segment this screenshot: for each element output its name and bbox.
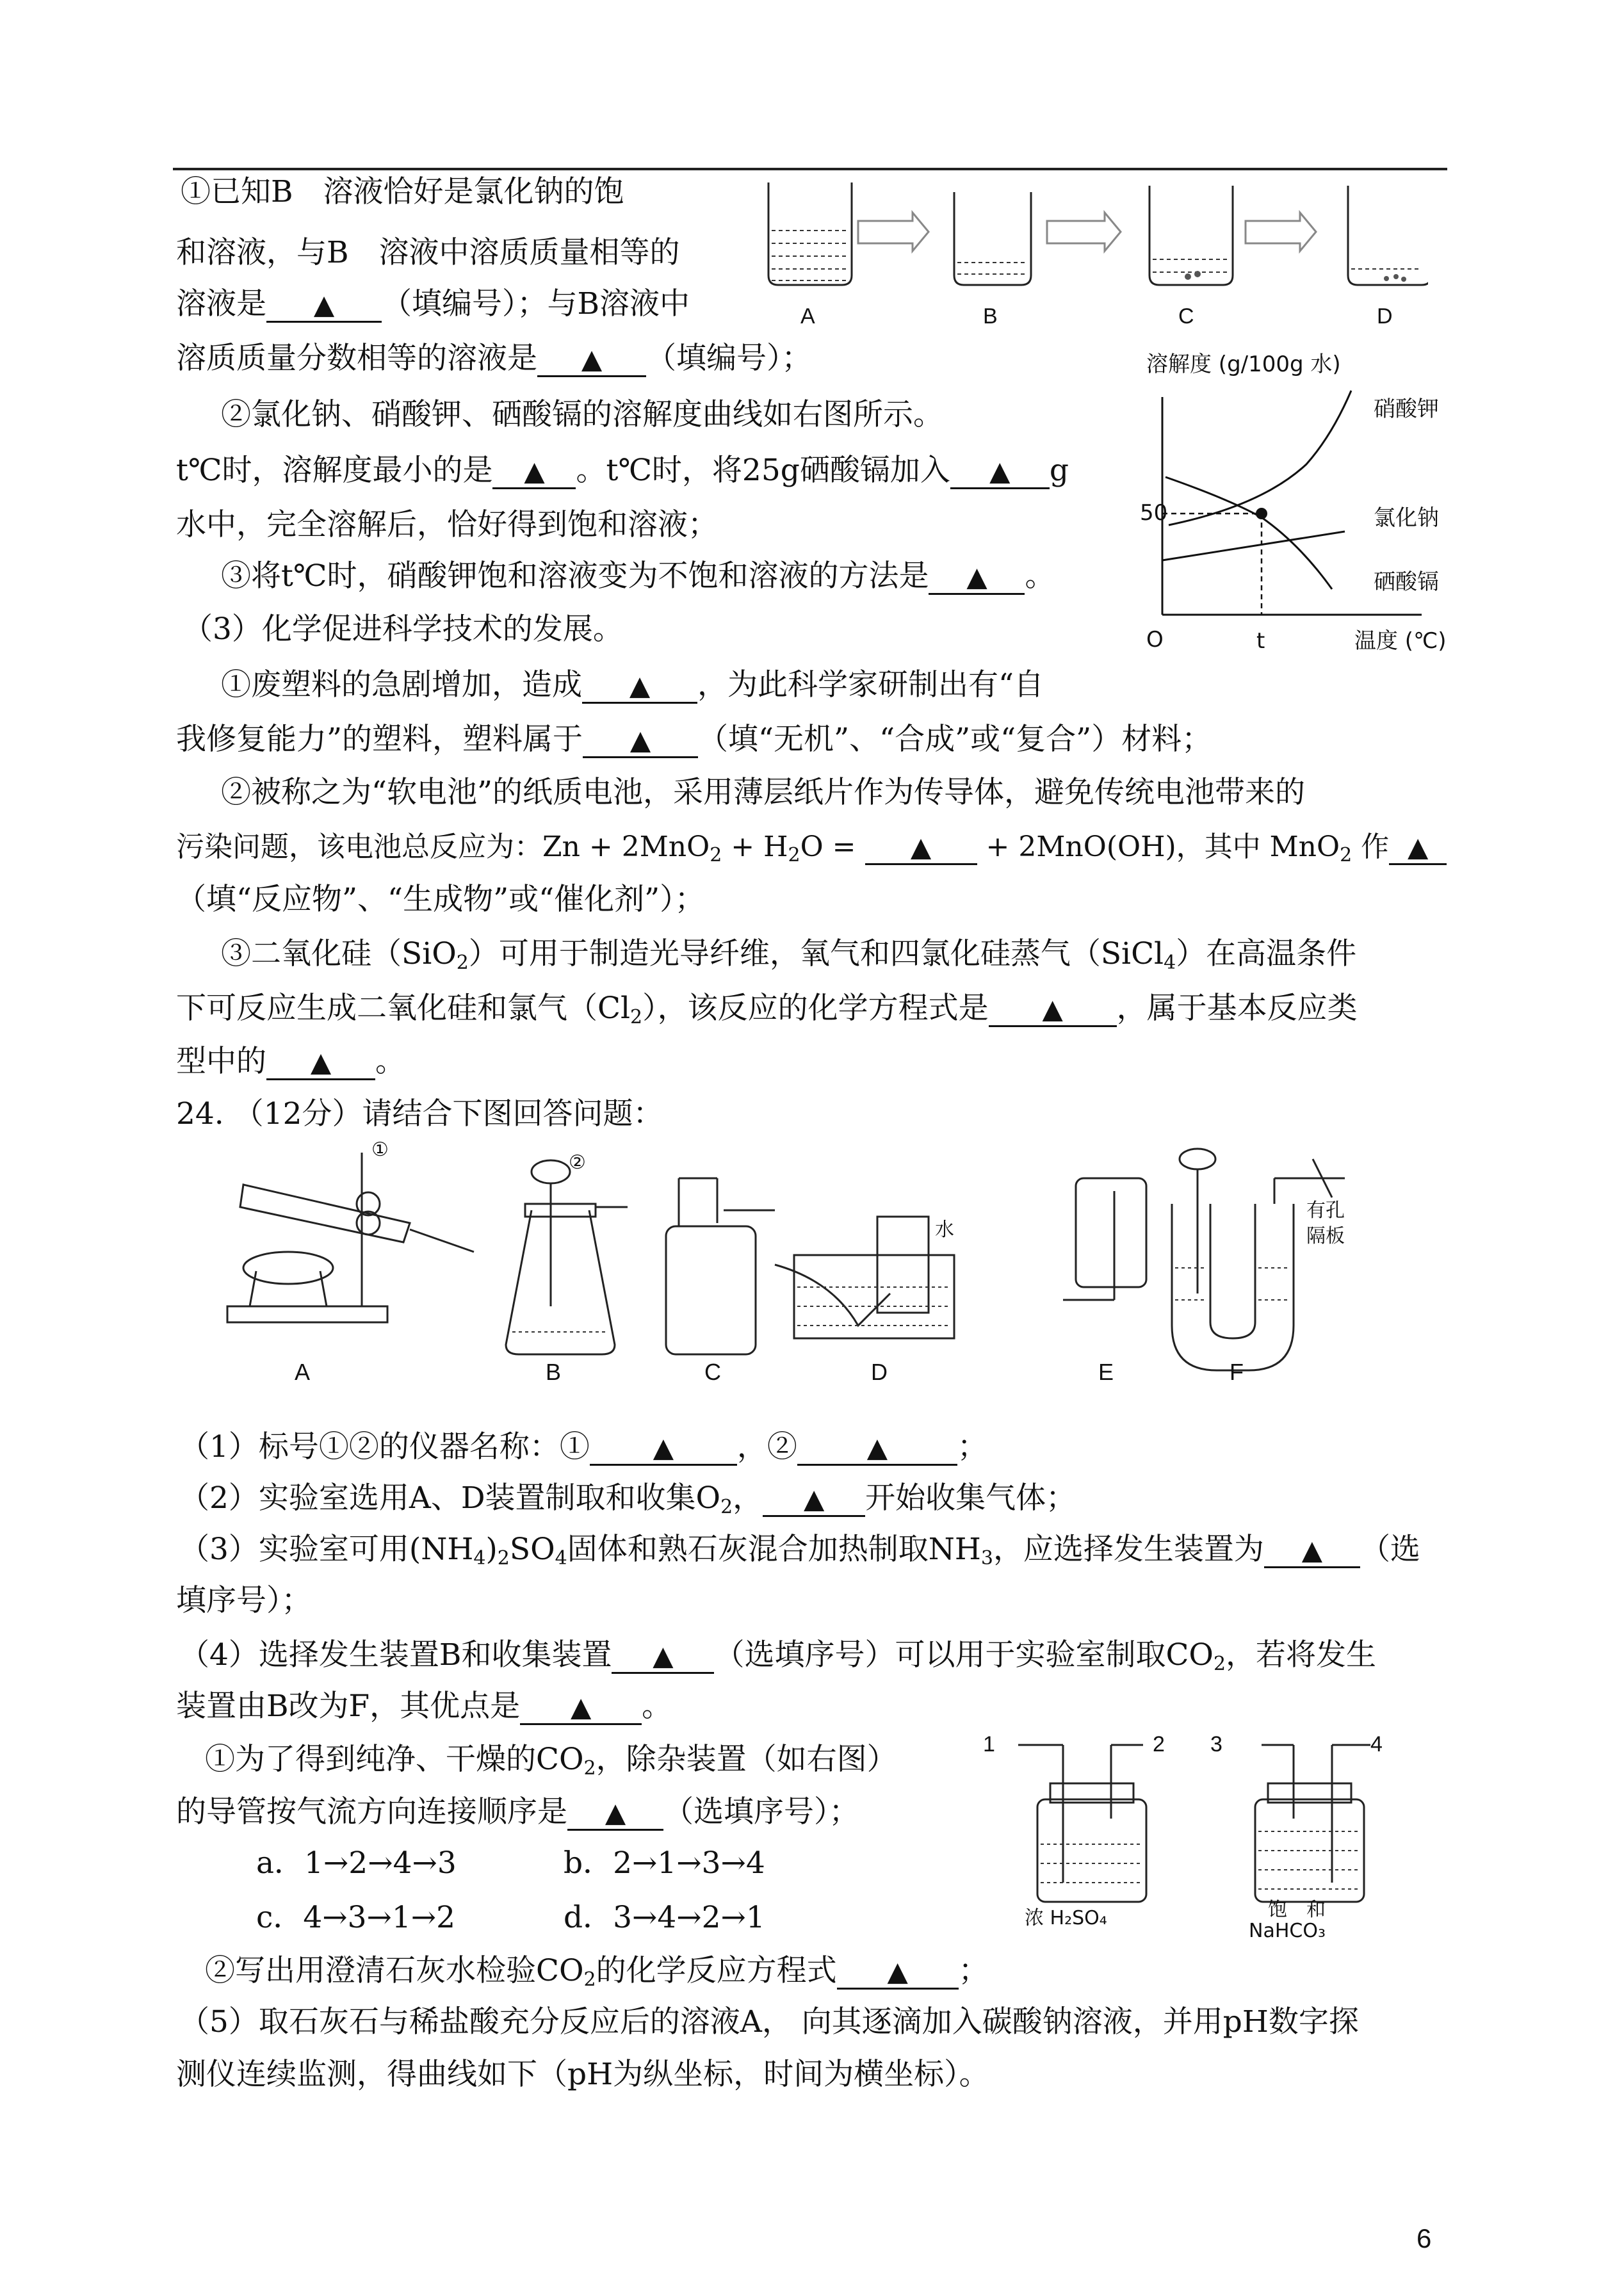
answer-blank[interactable]: ▲ bbox=[582, 669, 697, 704]
text-line: ①为了得到纯净、干燥的$CO_2$，除杂装置（如右图） bbox=[205, 1742, 897, 1780]
x-tick-label: t bbox=[1256, 628, 1265, 654]
option-d[interactable]: d．3→4→2→1 bbox=[564, 1900, 765, 1935]
beaker-label: A bbox=[800, 304, 815, 328]
water-label: 水 bbox=[935, 1219, 954, 1241]
series-nacl-line bbox=[1162, 531, 1345, 560]
text-line: （4）选择发生装置B和收集装置 ▲ （选填序号）可以用于实验室制取$CO_2$，若将发生 bbox=[179, 1637, 1377, 1675]
answer-blank[interactable]: ▲ bbox=[266, 288, 382, 323]
answer-blank[interactable]: ▲ bbox=[989, 993, 1117, 1027]
answer-blank[interactable]: ▲ bbox=[537, 343, 646, 377]
series-label: 硒酸镉 bbox=[1374, 569, 1439, 595]
origin-label: O bbox=[1146, 627, 1164, 653]
text-line: 下可反应生成二氧化硅和氯气$(Cl_2)$，该反应的化学方程式是 ▲ ，属于基本反应类 bbox=[176, 991, 1358, 1028]
text-line: （3）实验室可用$(NH_4)_2SO_4$固体和熟石灰混合加热制取$NH_3$，应选择发生装置为 ▲ （选 bbox=[179, 1532, 1420, 1569]
answer-blank[interactable]: ▲ bbox=[567, 1796, 663, 1831]
option-c[interactable]: c．4→3→1→2 bbox=[256, 1900, 456, 1935]
answer-blank[interactable]: ▲ bbox=[763, 1482, 865, 1517]
text-line: ②写出用澄清石灰水检验$CO_2$的化学反应方程式 ▲ ； bbox=[205, 1953, 989, 1991]
text-line: 测仪连续监测，得曲线如下（pH为纵坐标，时间为横坐标）。 bbox=[176, 2057, 989, 2092]
text-line: 填序号）； bbox=[176, 1583, 312, 1618]
page-number: 6 bbox=[1417, 2223, 1432, 2253]
answer-blank[interactable]: ▲ bbox=[865, 831, 977, 865]
answer-blank[interactable]: ▲ bbox=[583, 724, 698, 758]
tube-number: 3 bbox=[1210, 1732, 1222, 1756]
answer-blank[interactable]: ▲ bbox=[797, 1431, 957, 1466]
text-line: （3）化学促进科学技术的发展。 bbox=[183, 612, 623, 647]
answer-blank[interactable]: ▲ bbox=[950, 455, 1050, 489]
apparatus-figure bbox=[218, 1140, 1434, 1396]
answer-blank[interactable]: ▲ bbox=[590, 1431, 737, 1466]
tube-number: 1 bbox=[983, 1732, 995, 1756]
answer-blank[interactable]: ▲ bbox=[492, 455, 576, 489]
marker-2: ② bbox=[569, 1151, 586, 1174]
apparatus-label: C bbox=[704, 1359, 721, 1385]
apparatus-label: E bbox=[1098, 1359, 1114, 1385]
answer-blank[interactable]: ▲ bbox=[929, 560, 1025, 595]
text-line: ③将t℃时，硝酸钾饱和溶液变为不饱和溶液的方法是 ▲ 。 bbox=[221, 558, 1055, 594]
answer-blank[interactable]: ▲ bbox=[1264, 1534, 1360, 1568]
series-label: 硝酸钾 bbox=[1374, 396, 1439, 422]
answer-blank[interactable]: ▲ bbox=[520, 1691, 642, 1725]
text-line: ②氯化钠、硝酸钾、硒酸镉的溶解度曲线如右图所示。 bbox=[221, 397, 943, 432]
marker-1: ① bbox=[371, 1140, 389, 1161]
apparatus-label: B bbox=[546, 1359, 562, 1385]
text-line: 溶质质量分数相等的溶液是 ▲ （填编号）； bbox=[176, 341, 812, 376]
series-kno3-line bbox=[1169, 391, 1351, 525]
text-line: 溶液是 ▲ （填编号）；与B溶液中 bbox=[176, 286, 690, 321]
answer-blank[interactable]: ▲ bbox=[612, 1639, 714, 1674]
y-axis-label: 溶解度 (g/100g 水) bbox=[1146, 352, 1341, 377]
x-axis-label: 温度 (℃) bbox=[1354, 628, 1447, 654]
intersection-point bbox=[1256, 508, 1267, 519]
answer-blank[interactable]: ▲ bbox=[1389, 831, 1447, 865]
option-b[interactable]: b．2→1→3→4 bbox=[564, 1845, 765, 1881]
partition-label: 隔板 bbox=[1306, 1225, 1345, 1247]
partition-label: 有孔 bbox=[1306, 1199, 1345, 1222]
solubility-chart bbox=[1133, 346, 1492, 666]
apparatus-label: A bbox=[295, 1359, 311, 1385]
text-line: ①废塑料的急剧增加，造成 ▲ ，为此科学家研制出有“自 bbox=[221, 667, 1044, 702]
option-a[interactable]: a．1→2→4→3 bbox=[256, 1845, 457, 1881]
beakers-figure bbox=[756, 173, 1428, 339]
text-line: t℃时，溶解度最小的是 ▲ 。t℃时，将25g硒酸镉加入 ▲ g bbox=[176, 453, 1069, 488]
text-line: （填“反应物”、“生成物”或“催化剂”）； bbox=[176, 882, 705, 917]
apparatus-label: D bbox=[871, 1359, 888, 1385]
wash-bottles-figure bbox=[973, 1729, 1422, 1940]
text-line: 和溶液，与B 溶液中溶质质量相等的 bbox=[176, 235, 680, 270]
text-line: 我修复能力”的塑料，塑料属于 ▲ （填“无机”、“合成”或“复合”）材料； bbox=[176, 722, 1212, 757]
text-line: 的导管按气流方向连接顺序是 ▲ （选填序号）； bbox=[176, 1794, 859, 1829]
text-line: ③二氧化硅（SiO$_2$）可用于制造光导纤维，氧气和四氯化硅蒸气（SiCl$_4$）在高温条件 bbox=[221, 936, 1357, 974]
bottle-label: NaHCO₃ bbox=[1249, 1920, 1326, 1940]
beaker-label: B bbox=[983, 304, 998, 328]
text-line: （2）实验室选用A、D装置制取和收集$O_2$， ▲ 开始收集气体； bbox=[179, 1480, 1076, 1518]
text-line: （1）标号①②的仪器名称：① ▲ ，② ▲ ； bbox=[179, 1429, 987, 1464]
answer-blank[interactable]: ▲ bbox=[837, 1955, 959, 1990]
answer-blank[interactable]: ▲ bbox=[266, 1046, 375, 1080]
bottle-label: 饱 和 bbox=[1268, 1899, 1326, 1921]
series-label: 氯化钠 bbox=[1374, 505, 1439, 531]
text-line: ①已知B 溶液恰好是氯化钠的饱 bbox=[181, 174, 624, 209]
text-line: 装置由B改为F，其优点是 ▲ 。 bbox=[176, 1689, 672, 1724]
header-rule bbox=[173, 168, 1447, 170]
text-line: 型中的 ▲ 。 bbox=[176, 1044, 405, 1079]
bottle-label: 浓 H₂SO₄ bbox=[1025, 1907, 1107, 1929]
beaker-label: C bbox=[1178, 304, 1194, 328]
beaker-label: D bbox=[1377, 304, 1393, 328]
tube-number: 2 bbox=[1153, 1732, 1165, 1756]
text-line: （5）取石灰石与稀盐酸充分反应后的溶液A， 向其逐滴加入碳酸钠溶液，并用pH数字探 bbox=[179, 2004, 1359, 2040]
text-line: ②被称之为“软电池”的纸质电池，采用薄层纸片作为传导体，避免传统电池带来的 bbox=[221, 775, 1306, 810]
series-cdseo4-line bbox=[1165, 477, 1332, 589]
tube-number: 4 bbox=[1370, 1732, 1383, 1756]
stand-base bbox=[227, 1306, 387, 1322]
y-tick-label: 50 bbox=[1140, 500, 1168, 526]
text-line: 水中，完全溶解后，恰好得到饱和溶液； bbox=[176, 507, 718, 542]
apparatus-label: F bbox=[1230, 1359, 1244, 1385]
question-title: 24. （12分）请结合下图回答问题： bbox=[176, 1096, 663, 1131]
text-line: 污染问题，该电池总反应为：$Zn + 2MnO_2 + H_2O$ = ▲ + 2MnO(OH)，其中 MnO$_2$ 作 ▲ bbox=[176, 828, 1447, 875]
